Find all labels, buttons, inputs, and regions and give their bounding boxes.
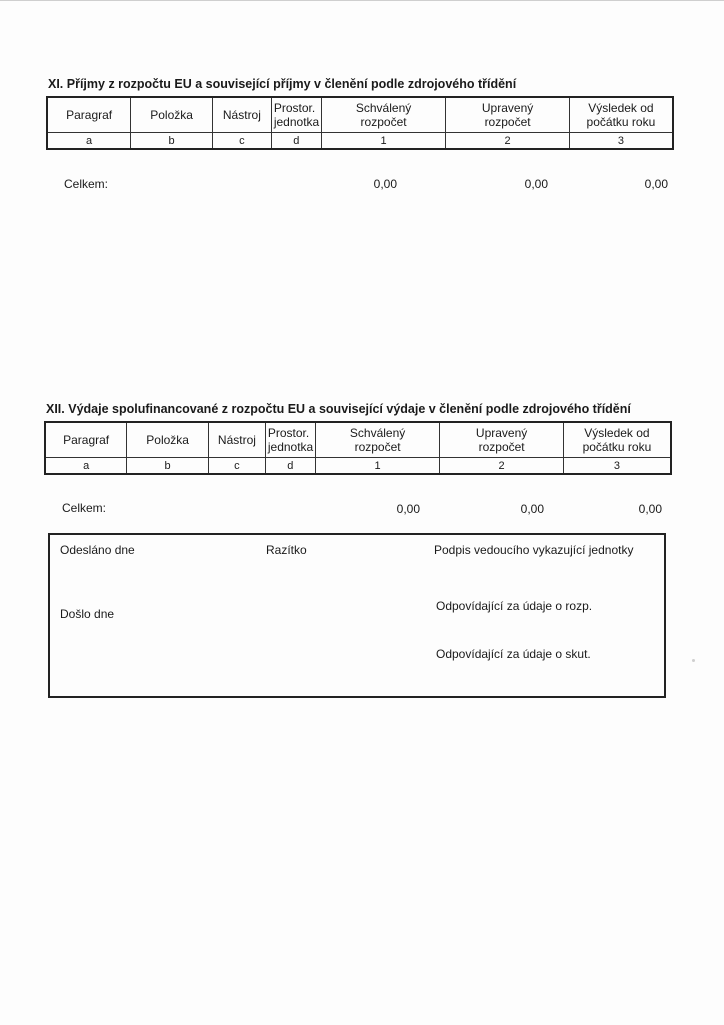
- scan-speck: [692, 659, 695, 662]
- header-nastroj: Nástroj: [212, 97, 271, 133]
- section-xii-table: [44, 421, 672, 475]
- section-xi-total-approved: 0,00: [373, 177, 397, 191]
- header-paragraf: Paragraf: [47, 97, 131, 133]
- header-upraveny-rozpocet: Upravený rozpočet: [440, 422, 564, 458]
- header-paragraf: Paragraf: [45, 422, 127, 458]
- letter-a: a: [47, 133, 131, 149]
- section-xii-total-label: Celkem:: [62, 501, 107, 515]
- letter-2: 2: [440, 458, 564, 474]
- table-header-row: [45, 422, 671, 458]
- responsible-budget-label: Odpovídající za údaje o rozp.: [436, 599, 593, 613]
- header-vysledek: Výsledek od počátku roku: [563, 422, 671, 458]
- header-polozka: Položka: [131, 97, 213, 133]
- sent-date-label: Odesláno dne: [60, 543, 135, 557]
- letter-2: 2: [446, 133, 570, 149]
- letter-b: b: [127, 458, 209, 474]
- header-upraveny-rozpocet: Upravený rozpočet: [446, 97, 570, 133]
- header-prostor-jednotka: Prostor. jednotka: [265, 422, 315, 458]
- header-polozka: Položka: [127, 422, 209, 458]
- section-xi-total-result: 0,00: [644, 177, 668, 191]
- section-xi-table: [46, 96, 674, 150]
- letter-1: 1: [315, 458, 440, 474]
- section-xii-title: XII. Výdaje spolufinancované z rozpočtu EU a související výdaje v členění podle zdrojového třídění: [46, 402, 631, 416]
- arrived-date-label: Došlo dne: [60, 607, 115, 621]
- signature-box: [48, 533, 666, 698]
- responsible-actual-label: Odpovídající za údaje o skut.: [436, 647, 591, 661]
- table-letter-row: [45, 458, 671, 474]
- letter-a: a: [45, 458, 127, 474]
- stamp-label: Razítko: [266, 543, 307, 557]
- table-letter-row: [47, 133, 673, 149]
- section-xi-total-adjusted: 0,00: [524, 177, 548, 191]
- letter-c: c: [212, 133, 271, 149]
- header-vysledek: Výsledek od počátku roku: [569, 97, 673, 133]
- section-xii-total-result: 0,00: [638, 502, 662, 516]
- letter-d: d: [271, 133, 321, 149]
- section-xi-title: XI. Příjmy z rozpočtu EU a související příjmy v členění podle zdrojového třídění: [48, 77, 517, 91]
- letter-1: 1: [321, 133, 446, 149]
- header-schvaleny-rozpocet: Schválený rozpočet: [321, 97, 446, 133]
- section-xii-total-approved: 0,00: [396, 502, 420, 516]
- header-schvaleny-rozpocet: Schválený rozpočet: [315, 422, 440, 458]
- header-nastroj: Nástroj: [208, 422, 265, 458]
- section-xi-total-label: Celkem:: [64, 177, 109, 191]
- letter-b: b: [131, 133, 213, 149]
- letter-3: 3: [563, 458, 671, 474]
- letter-c: c: [208, 458, 265, 474]
- header-prostor-jednotka: Prostor. jednotka: [271, 97, 321, 133]
- head-signature-label: Podpis vedoucího vykazující jednotky: [434, 543, 634, 557]
- section-xii-total-adjusted: 0,00: [520, 502, 544, 516]
- letter-3: 3: [569, 133, 673, 149]
- letter-d: d: [265, 458, 315, 474]
- table-header-row: [47, 97, 673, 133]
